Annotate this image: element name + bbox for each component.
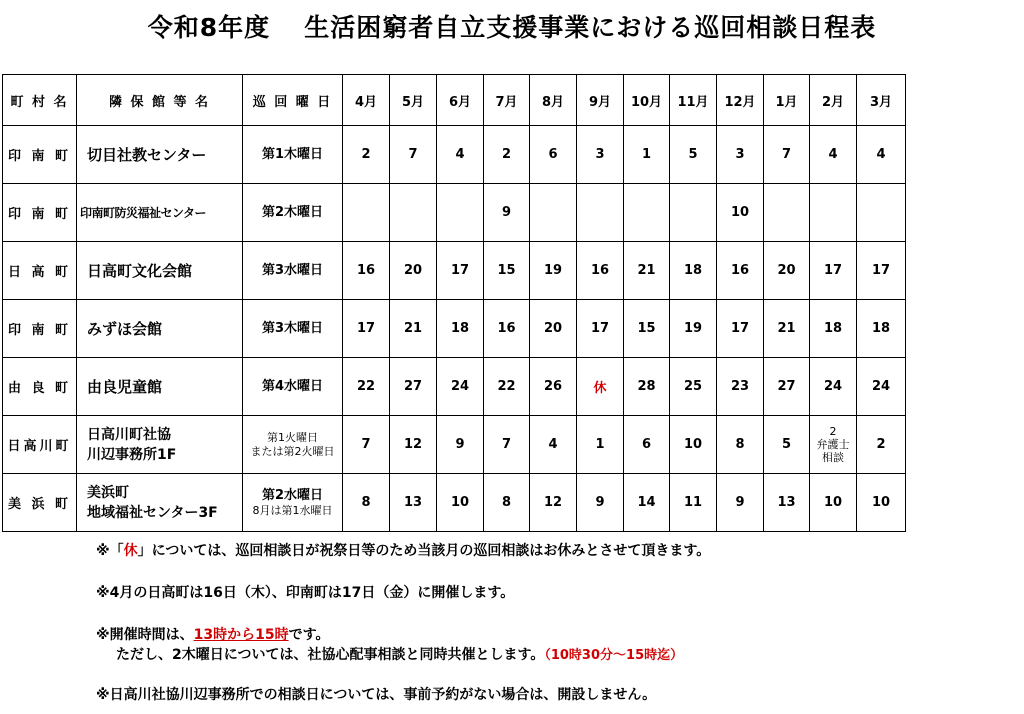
header-month: 5月 [390, 75, 437, 126]
day-cell: 21 [390, 300, 437, 358]
day-cell [810, 416, 857, 474]
day-cell: 9 [577, 474, 624, 532]
title-main: 生活困窮者自立支援事業における巡回相談日程表 [304, 13, 877, 42]
hall-name-line: みずほ会館 [87, 320, 163, 338]
day-cell: 5 [670, 126, 717, 184]
day-cell: 28 [624, 358, 670, 416]
note-text: ※「 [96, 543, 124, 559]
note-text: です。 [288, 627, 330, 643]
weekday-cell [243, 358, 343, 416]
day-cell: 17 [577, 300, 624, 358]
day-cell: 11 [670, 474, 717, 532]
day-cell [810, 184, 857, 242]
header-month: 4月 [343, 75, 390, 126]
header-row [3, 75, 906, 126]
day-cell: 18 [670, 242, 717, 300]
day-cell: 20 [530, 300, 577, 358]
day-cell [670, 184, 717, 242]
table-row [3, 242, 906, 300]
day-cell: 17 [810, 242, 857, 300]
table-row [3, 416, 906, 474]
day-cell: 7 [484, 416, 530, 474]
header-month: 7月 [484, 75, 530, 126]
town-cell: 印 南 町 [3, 300, 77, 358]
day-cell: 14 [624, 474, 670, 532]
town-cell: 日 高 町 [3, 242, 77, 300]
town-cell: 日高川町 [3, 416, 77, 474]
table-row [3, 358, 906, 416]
header-month: 2月 [810, 75, 857, 126]
weekday-line: 8月は第1水曜日 [252, 504, 333, 517]
day-cell: 2 [484, 126, 530, 184]
town-cell: 印 南 町 [3, 126, 77, 184]
header-month: 10月 [624, 75, 670, 126]
hall-cell [77, 184, 243, 242]
day-cell: 18 [857, 300, 906, 358]
day-cell: 17 [717, 300, 764, 358]
weekday-cell [243, 474, 343, 532]
day-cell: 27 [764, 358, 810, 416]
day-cell: 4 [437, 126, 484, 184]
header-month: 8月 [530, 75, 577, 126]
day-cell: 22 [343, 358, 390, 416]
day-cell: 休 [577, 358, 624, 416]
day-cell [577, 184, 624, 242]
header-month: 6月 [437, 75, 484, 126]
day-cell [857, 184, 906, 242]
day-cell: 10 [437, 474, 484, 532]
hall-name-line: 日高川町社協 [87, 426, 171, 443]
day-cell-line: 相談 [822, 451, 844, 464]
weekday-line: 第1木曜日 [261, 147, 324, 162]
header-weekday: 巡 回 曜 日 [243, 75, 343, 126]
day-cell: 21 [764, 300, 810, 358]
day-cell: 17 [437, 242, 484, 300]
town-cell: 由 良 町 [3, 358, 77, 416]
day-cell: 19 [530, 242, 577, 300]
day-cell: 4 [530, 416, 577, 474]
header-month: 9月 [577, 75, 624, 126]
hall-cell [77, 242, 243, 300]
day-cell: 21 [624, 242, 670, 300]
day-cell: 18 [437, 300, 484, 358]
day-cell: 4 [857, 126, 906, 184]
note-text: 」については、巡回相談日が祝祭日等のため当該月の巡回相談はお休みとさせて頂きます。 [137, 543, 711, 559]
weekday-line: 第2水曜日 [261, 488, 324, 503]
day-cell: 17 [857, 242, 906, 300]
day-cell: 4 [810, 126, 857, 184]
day-cell: 9 [437, 416, 484, 474]
day-cell: 16 [577, 242, 624, 300]
weekday-cell [243, 416, 343, 474]
day-cell: 12 [530, 474, 577, 532]
day-cell: 9 [484, 184, 530, 242]
hall-cell [77, 358, 243, 416]
day-cell: 20 [390, 242, 437, 300]
weekday-line: 第1火曜日 [267, 430, 318, 444]
day-cell-line: 2 [829, 425, 837, 438]
day-cell [343, 184, 390, 242]
day-cell: 24 [437, 358, 484, 416]
weekday-line: 第4水曜日 [261, 379, 324, 394]
day-cell: 6 [624, 416, 670, 474]
table-row [3, 300, 906, 358]
weekday-cell [243, 184, 343, 242]
day-cell [530, 184, 577, 242]
day-cell: 12 [390, 416, 437, 474]
day-cell: 26 [530, 358, 577, 416]
weekday-cell [243, 126, 343, 184]
header-month: 3月 [857, 75, 906, 126]
page-title [0, 8, 1024, 44]
day-cell: 3 [717, 126, 764, 184]
weekday-line: 第2木曜日 [261, 205, 324, 220]
hall-name-line: 切目社教センター [87, 146, 207, 164]
hall-name-line: 美浜町 [87, 484, 129, 501]
day-cell: 13 [390, 474, 437, 532]
hall-cell [77, 300, 243, 358]
hall-name-line: 日高町文化会館 [87, 262, 193, 280]
table-row [3, 184, 906, 242]
town-cell: 印 南 町 [3, 184, 77, 242]
hours-highlight: 13時から15時 [193, 627, 289, 643]
note-april: ※4月の日高町は16日（木）、印南町は17日（金）に開催します。 [96, 585, 515, 601]
town-cell: 美 浜 町 [3, 474, 77, 532]
day-cell: 24 [857, 358, 906, 416]
day-cell: 2 [343, 126, 390, 184]
header-town: 町 村 名 [3, 75, 77, 126]
header-month: 11月 [670, 75, 717, 126]
day-cell: 15 [484, 242, 530, 300]
note-hours [96, 624, 329, 644]
day-cell: 9 [717, 474, 764, 532]
day-cell: 19 [670, 300, 717, 358]
day-cell: 24 [810, 358, 857, 416]
day-cell: 23 [717, 358, 764, 416]
day-cell: 1 [624, 126, 670, 184]
day-cell: 10 [857, 474, 906, 532]
day-cell: 5 [764, 416, 810, 474]
holiday-mark: 休 [123, 543, 138, 559]
note-holiday [96, 540, 710, 560]
day-cell: 8 [484, 474, 530, 532]
day-cell: 16 [717, 242, 764, 300]
note-text: ただし、2木曜日については、社協心配事相談と同時共催とします。 [116, 647, 545, 663]
day-cell: 15 [624, 300, 670, 358]
day-cell: 7 [343, 416, 390, 474]
table-row [3, 126, 906, 184]
day-cell: 18 [810, 300, 857, 358]
day-cell: 10 [717, 184, 764, 242]
day-cell: 10 [810, 474, 857, 532]
day-cell: 8 [343, 474, 390, 532]
day-cell: 7 [390, 126, 437, 184]
title-year: 令和8年度 [147, 13, 271, 42]
day-cell: 22 [484, 358, 530, 416]
day-cell: 27 [390, 358, 437, 416]
day-cell: 25 [670, 358, 717, 416]
day-cell: 2 [857, 416, 906, 474]
weekday-line: 第3木曜日 [261, 321, 324, 336]
day-cell: 1 [577, 416, 624, 474]
weekday-line: または第2火曜日 [250, 444, 335, 458]
day-cell: 17 [343, 300, 390, 358]
note-text: ※開催時間は、 [96, 627, 194, 643]
header-month: 1月 [764, 75, 810, 126]
day-cell: 7 [764, 126, 810, 184]
weekday-cell [243, 242, 343, 300]
hall-name-line: 川辺事務所1F [87, 446, 177, 463]
header-month: 12月 [717, 75, 764, 126]
joint-hours: （10時30分～15時迄） [544, 648, 684, 663]
day-cell [624, 184, 670, 242]
weekday-cell [243, 300, 343, 358]
day-cell: 16 [343, 242, 390, 300]
hall-cell [77, 474, 243, 532]
note-reservation: ※日高川社協川辺事務所での相談日については、事前予約がない場合は、開設しません。 [96, 687, 657, 703]
hall-name-line: 印南町防災福祉センター [80, 206, 207, 220]
schedule-table [2, 74, 906, 532]
hall-name-line: 由良児童館 [87, 378, 163, 396]
day-cell: 13 [764, 474, 810, 532]
table-row [3, 474, 906, 532]
day-cell: 8 [717, 416, 764, 474]
day-cell [437, 184, 484, 242]
day-cell [390, 184, 437, 242]
hall-name-line: 地域福祉センター3F [87, 504, 218, 521]
weekday-line: 第3水曜日 [261, 263, 324, 278]
note-joint [116, 644, 683, 664]
day-cell: 20 [764, 242, 810, 300]
hall-cell [77, 416, 243, 474]
header-hall: 隣 保 館 等 名 [77, 75, 243, 126]
day-cell-line: 弁護士 [816, 438, 850, 451]
hall-cell [77, 126, 243, 184]
day-cell: 6 [530, 126, 577, 184]
day-cell [764, 184, 810, 242]
day-cell: 10 [670, 416, 717, 474]
day-cell: 3 [577, 126, 624, 184]
day-cell: 16 [484, 300, 530, 358]
